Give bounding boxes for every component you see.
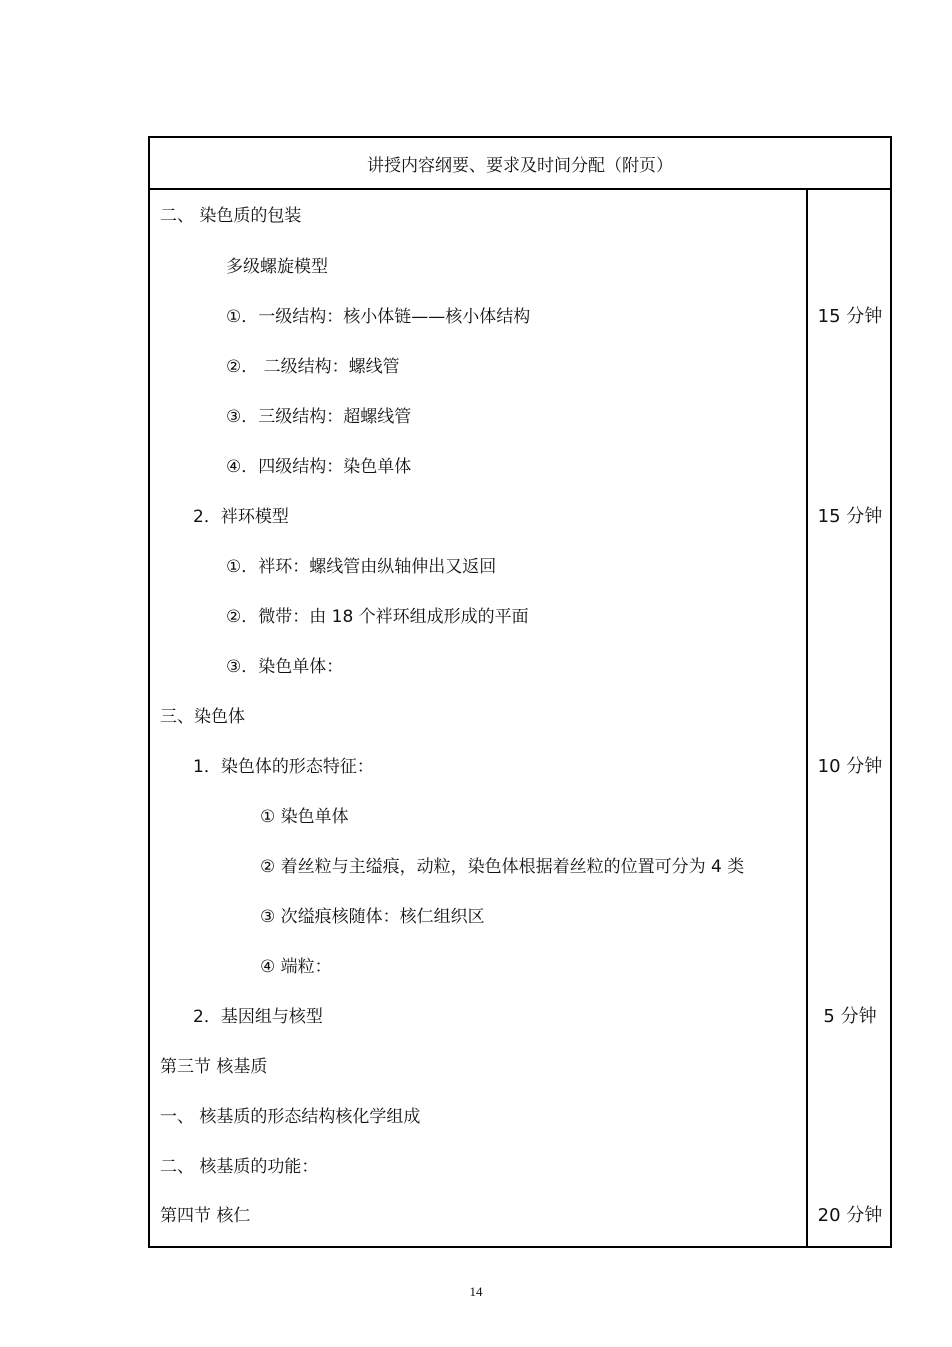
outline-line: ④．四级结构：染色单体 bbox=[226, 457, 412, 477]
time-allocation: 15 分钟 bbox=[817, 506, 883, 527]
column-divider bbox=[806, 190, 808, 1246]
outline-line: ① 染色单体 bbox=[260, 807, 349, 827]
outline-line: 二、 染色质的包装 bbox=[160, 206, 302, 226]
time-allocation: 5 分钟 bbox=[823, 1006, 877, 1027]
outline-line: ①．袢环：螺线管由纵轴伸出又返回 bbox=[226, 557, 497, 577]
outline-line: 多级螺旋模型 bbox=[226, 257, 328, 277]
time-allocation: 15 分钟 bbox=[817, 306, 883, 327]
outline-line: 三、染色体 bbox=[160, 707, 245, 727]
outline-line: ③ 次缢痕核随体：核仁组织区 bbox=[260, 907, 485, 927]
outline-line: 二、 核基质的功能： bbox=[160, 1157, 319, 1177]
outline-line: 一、 核基质的形态结构核化学组成 bbox=[160, 1107, 421, 1127]
outline-line: ② 着丝粒与主缢痕，动粒，染色体根据着丝粒的位置可分为 4 类 bbox=[260, 857, 745, 877]
outline-line: 2．袢环模型 bbox=[193, 507, 289, 527]
outline-line: 第三节 核基质 bbox=[160, 1057, 268, 1077]
outline-line: ②． 二级结构：螺线管 bbox=[226, 357, 400, 377]
time-allocation: 20 分钟 bbox=[817, 1205, 883, 1226]
outline-line: ④ 端粒： bbox=[260, 957, 332, 977]
outline-line: ②．微带：由 18 个袢环组成形成的平面 bbox=[226, 607, 529, 627]
outline-line: 2．基因组与核型 bbox=[193, 1007, 323, 1027]
table-header: 讲授内容纲要、要求及时间分配（附页） bbox=[150, 138, 890, 190]
outline-line: 第四节 核仁 bbox=[160, 1206, 251, 1226]
outline-line: 1．染色体的形态特征： bbox=[193, 757, 374, 777]
page-number: 14 bbox=[469, 1284, 483, 1299]
time-allocation: 10 分钟 bbox=[817, 756, 883, 777]
outline-line: ③．染色单体： bbox=[226, 657, 344, 677]
outline-line: ③．三级结构：超螺线管 bbox=[226, 407, 412, 427]
lecture-outline-table bbox=[148, 136, 892, 1248]
outline-line: ①．一级结构：核小体链——核小体结构 bbox=[226, 307, 531, 327]
